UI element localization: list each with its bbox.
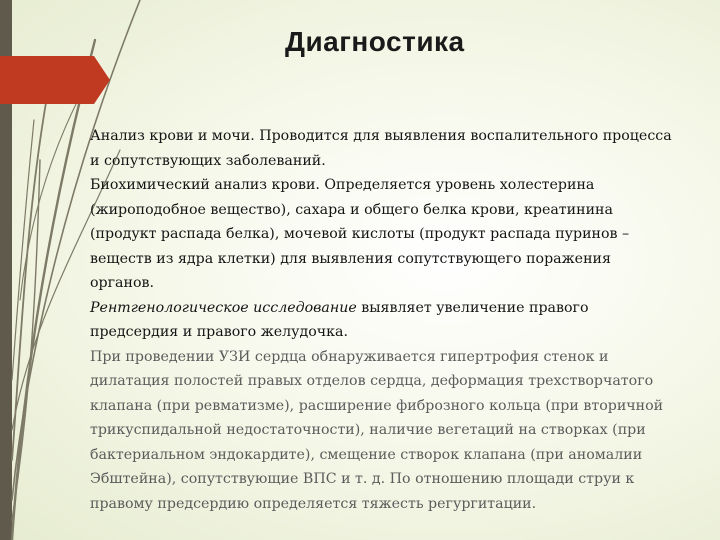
xray-description: выявляет увеличение правого предсердия и правого желудочка.: [90, 299, 589, 340]
page-title: Диагностика: [285, 26, 465, 57]
paragraph-xray: [90, 296, 676, 345]
paragraph-echocardiography: При проведении УЗИ сердца обнаруживается гипертрофия стенок и дилатация полостей правых отделов сердца, деформация трехстворчатого клапана (при ревматизме), расширение фиброзного кольца (при вторичной трикуспидальной недостаточности), наличие вегетаций на створках (при бактериальном эндокардите), смещение створок клапана (при аномалии Эбштейна), сопутствующие ВПС и т. д. По отношению площади струи к правому предсердию определяется тяжесть регургитации.: [90, 348, 664, 512]
paragraph-blood-urine: Анализ крови и мочи. Проводится для выявления воспалительного процесса и сопутствующих заболеваний.: [90, 128, 672, 169]
slide-body: [90, 124, 676, 516]
xray-term: Рентгенологическое исследование: [90, 299, 357, 316]
paragraph-biochemistry: Биохимический анализ крови. Определяется уровень холестерина (жироподобное вещество), сахара и общего белка крови, креатинина (продукт распада белка), мочевой кислоты (продукт распада пуринов – веществ из ядра клетки) для выявления сопутствующего поражения органов.: [90, 177, 630, 291]
title-accent-tab: [0, 56, 110, 104]
